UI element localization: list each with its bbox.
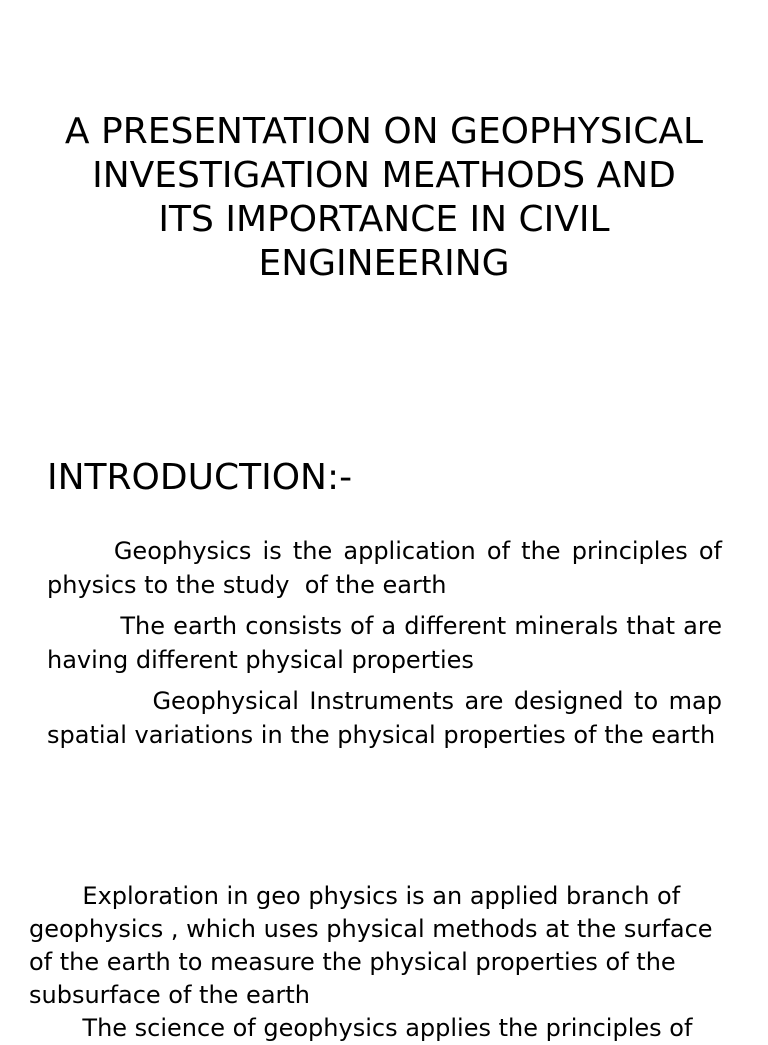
introduction-slide (0, 420, 768, 860)
exploration-paragraph-cut: The science of geophysics applies the principles of (29, 1014, 693, 1042)
intro-paragraph: Geophysical Instruments are designed to map spatial variations in the physical properties of the earth (47, 687, 722, 749)
exploration-slide (0, 860, 768, 1042)
introduction-heading: INTRODUCTION:- (47, 457, 353, 498)
title-slide (0, 0, 768, 420)
intro-paragraph: Geophysics is the application of the principles of physics to the study of the earth (47, 537, 722, 599)
intro-paragraph: The earth consists of a different minerals that are having different physical properties (47, 612, 722, 674)
presentation-title: A PRESENTATION ON GEOPHYSICAL INVESTIGATION MEATHODS AND ITS IMPORTANCE IN CIVIL ENGINEERING (64, 111, 704, 284)
exploration-paragraph: Exploration in geo physics is an applied branch of geophysics , which uses physical methods at the surface of the earth to measure the physical properties of the subsurface of the earth (29, 882, 713, 1009)
